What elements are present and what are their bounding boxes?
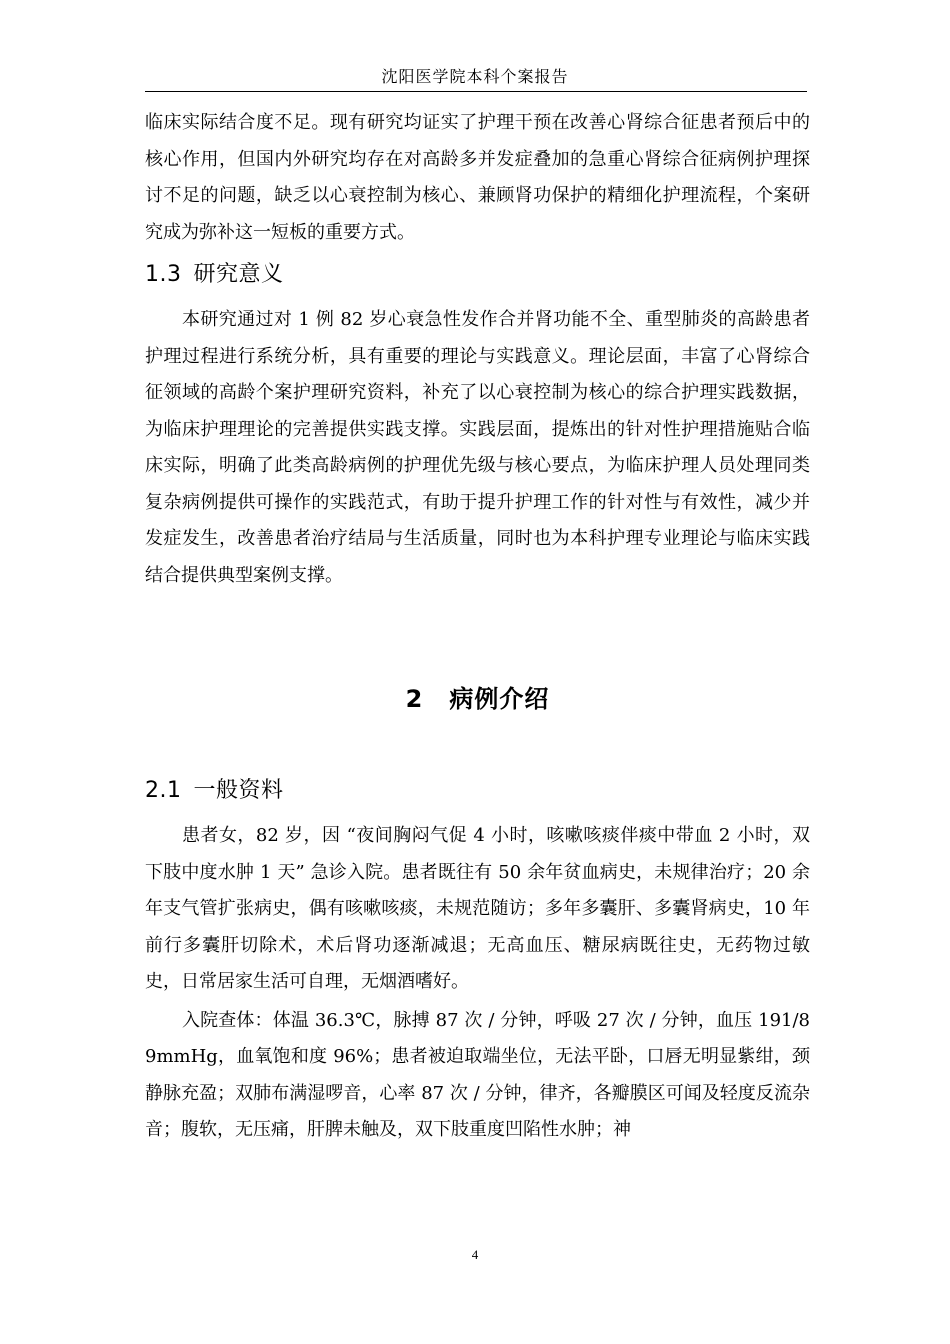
running-header: 沈阳医学院本科个案报告 xyxy=(381,67,569,86)
section-number: 2 xyxy=(405,685,424,713)
paragraph-continued: 临床实际结合度不足。现有研究均证实了护理干预在改善心肾综合征患者预后中的核心作用，但国内外研究均存在对高龄多并发症叠加的急重心肾综合征病例护理探讨不足的问题，缺乏以心衰控制为核心、兼顾肾功保护的精细化护理流程，个案研究成为弥补这一短板的重要方式。 xyxy=(145,112,810,243)
subsection-title: 研究意义 xyxy=(193,262,284,287)
subsection-heading-2-1 xyxy=(145,776,810,806)
subsection-title: 一般资料 xyxy=(193,778,284,803)
section-title: 病例介绍 xyxy=(449,685,550,713)
header-rule xyxy=(145,91,807,92)
page-content xyxy=(145,105,810,1149)
section-heading-2 xyxy=(145,682,810,716)
subsection-number: 1.3 xyxy=(145,262,182,287)
paragraph-research-significance: 本研究通过对 1 例 82 岁心衰急性发作合并肾功能不全、重型肺炎的高龄患者护理过程进行系统分析，具有重要的理论与实践意义。理论层面，丰富了心肾综合征领域的高龄个案护理研究资料，补充了以心衰控制为核心的综合护理实践数据，为临床护理理论的完善提供实践支撑。实践层面，提炼出的针对性护理措施贴合临床实际，明确了此类高龄病例的护理优先级与核心要点，为临床护理人员处理同类复杂病例提供可操作的实践范式，有助于提升护理工作的针对性与有效性，减少并发症发生，改善患者治疗结局与生活质量，同时也为本科护理专业理论与临床实践结合提供典型案例支撑。 xyxy=(145,309,810,586)
subsection-number: 2.1 xyxy=(145,778,182,803)
page-number: 4 xyxy=(471,1247,479,1262)
paragraph-admission-exam: 入院查体：体温 36.3℃，脉搏 87 次 / 分钟，呼吸 27 次 / 分钟，血压 191/89mmHg，血氧饱和度 96%；患者被迫取端坐位，无法平卧，口唇无明显紫绀，颈静脉充盈；双肺布满湿啰音，心率 87 次 / 分钟，律齐，各瓣膜区可闻及轻度反流杂音；腹软，无压痛，肝脾未触及，双下肢重度凹陷性水肿；神 xyxy=(145,1009,810,1140)
paragraph-general-info: 患者女，82 岁，因 “夜间胸闷气促 4 小时，咳嗽咳痰伴痰中带血 2 小时，双下肢中度水肿 1 天” 急诊入院。患者既往有 50 余年贫血病史，未规律治疗；20 余年支气管扩张病史，偶有咳嗽咳痰，未规范随访；多年多囊肝、多囊肾病史，10 年前行多囊肝切除术，术后肾功逐渐减退；无高血压、糖尿病既往史，无药物过敏史，日常居家生活可自理，无烟酒嗜好。 xyxy=(145,825,810,992)
subsection-heading-1-3 xyxy=(145,260,810,290)
